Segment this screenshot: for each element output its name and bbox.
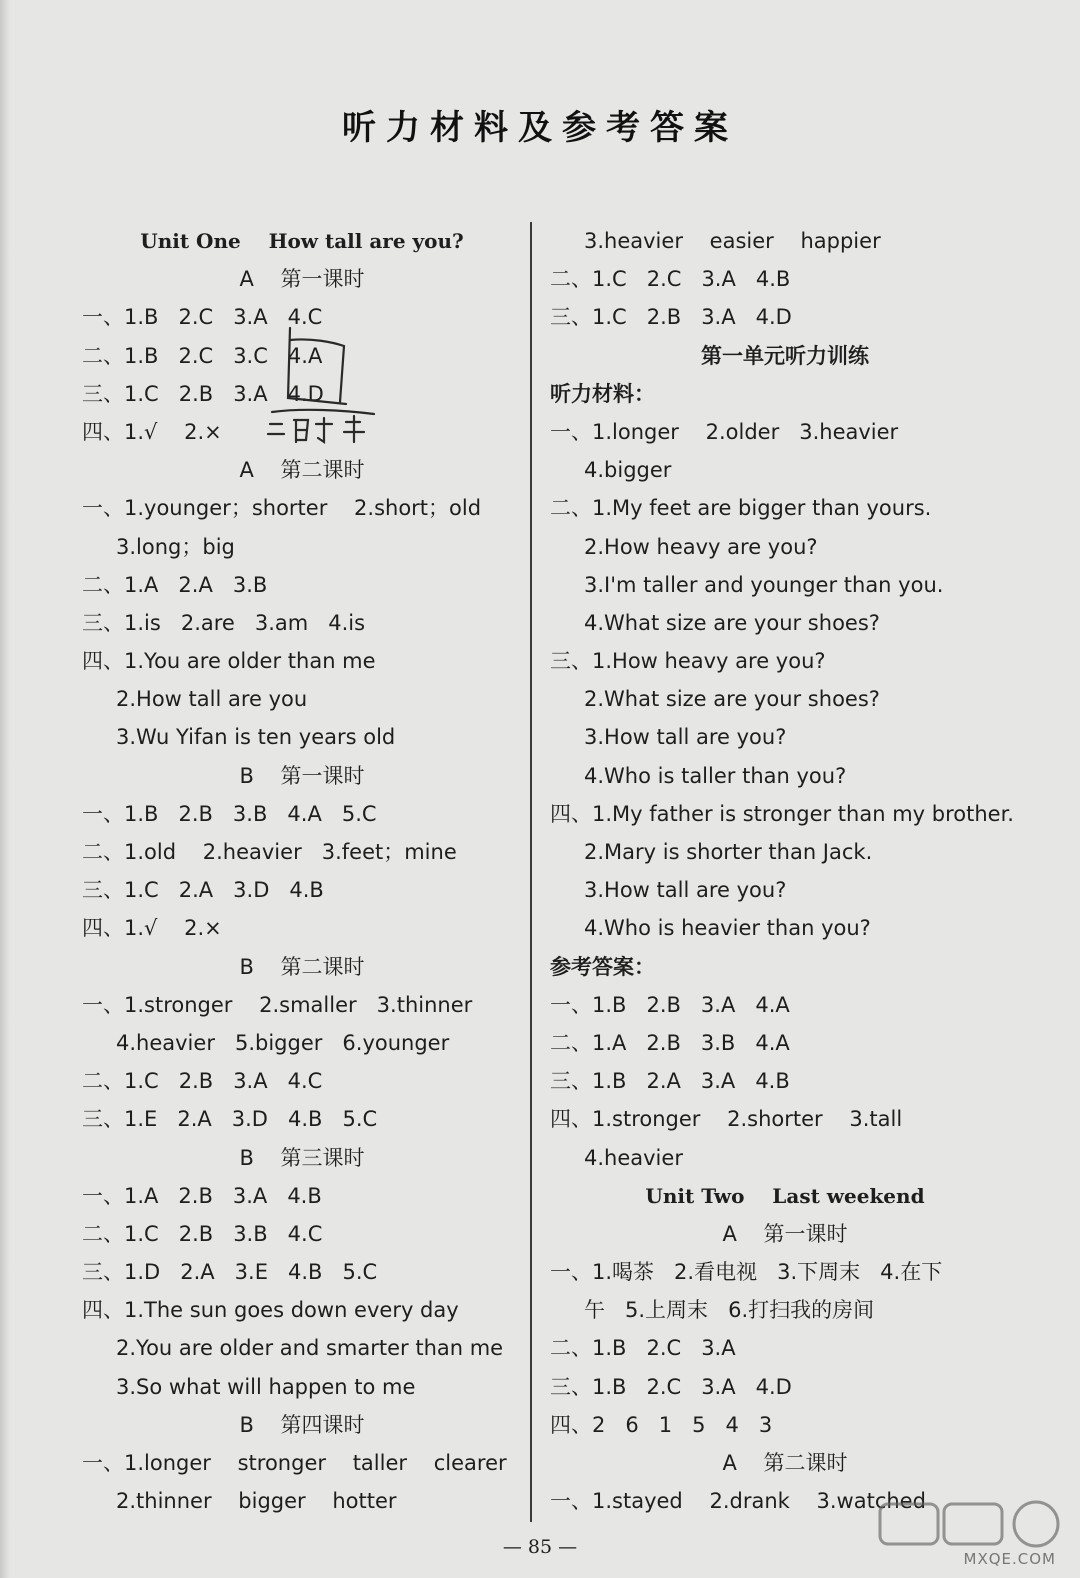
answer-line: 一、1.B 2.C 3.A 4.C — [82, 305, 323, 330]
answer-line: 四、2 6 1 5 4 3 — [550, 1412, 773, 1437]
answer-line: 2.What size are your shoes? — [584, 687, 880, 712]
right-column — [550, 222, 1020, 1520]
answer-line: 3.long；big — [116, 534, 235, 559]
answer-line: 四、1.You are older than me — [82, 649, 376, 674]
answer-line: 三、1.B 2.C 3.A 4.D — [550, 1374, 792, 1399]
answer-line: 一、1.B 2.B 3.A 4.A — [550, 992, 790, 1017]
answer-line: 4.What size are your shoes? — [584, 610, 880, 635]
answer-line: 2.thinner bigger hotter — [116, 1489, 397, 1514]
answer-line: 二、1.B 2.C 3.C 4.A — [82, 343, 323, 368]
answer-line: 三、1.C 2.B 3.A 4.D — [82, 381, 324, 406]
section-heading: B 第二课时 — [239, 954, 365, 979]
answer-line: 2.How heavy are you? — [584, 534, 818, 559]
answer-line: 一、1.喝茶 2.看电视 3.下周末 4.在下 — [550, 1260, 943, 1285]
answer-line: 4.heavier 5.bigger 6.younger — [116, 1030, 450, 1055]
answer-line: 午 5.上周末 6.打扫我的房间 — [584, 1298, 875, 1323]
answer-line: 三、1.is 2.are 3.am 4.is — [82, 610, 366, 635]
answer-line: 二、1.B 2.C 3.A — [550, 1336, 736, 1361]
watermark-text: MXQE.COM — [963, 1550, 1056, 1568]
answer-line: 二、1.C 2.B 3.A 4.C — [82, 1069, 323, 1094]
page-number: — 85 — — [502, 1536, 578, 1558]
answer-line: 3.How tall are you? — [584, 725, 787, 750]
answer-line: 一、1.stronger 2.smaller 3.thinner — [82, 992, 473, 1017]
section-heading: B 第四课时 — [239, 1412, 365, 1437]
answer-line: 二、1.A 2.B 3.B 4.A — [550, 1030, 790, 1055]
answer-line: 3.I'm taller and younger than you. — [584, 572, 944, 597]
answer-line: 3.So what will happen to me — [116, 1374, 416, 1399]
answer-line: 一、1.A 2.B 3.A 4.B — [82, 1183, 322, 1208]
answer-line: 三、1.C 2.B 3.A 4.D — [550, 305, 792, 330]
answer-line: 四、1.stronger 2.shorter 3.tall — [550, 1107, 903, 1132]
answer-line: 一、1.longer 2.older 3.heavier — [550, 419, 899, 444]
section-heading: A 第二课时 — [239, 458, 365, 483]
page-edge — [0, 0, 10, 1578]
answer-line: 4.bigger — [584, 458, 672, 483]
answer-line: 二、1.C 2.C 3.A 4.B — [550, 267, 791, 292]
answer-line: 二、1.My feet are bigger than yours. — [550, 496, 932, 521]
answer-line: 四、1.√ 2.× — [82, 916, 222, 941]
section-heading: 第一单元听力训练 — [701, 343, 869, 368]
handwritten-annotation — [262, 320, 392, 460]
answer-line: 一、1.younger；shorter 2.short；old — [82, 496, 482, 521]
section-heading: B 第三课时 — [239, 1145, 365, 1170]
answer-line: 一、1.stayed 2.drank 3.watched — [550, 1489, 926, 1514]
answer-line: 参考答案： — [550, 954, 655, 979]
unit-heading: Unit Two Last weekend — [645, 1183, 925, 1208]
answer-line: 3.How tall are you? — [584, 878, 787, 903]
answer-line: 一、1.longer stronger taller clearer — [82, 1451, 507, 1475]
answer-line: 三、1.How heavy are you? — [550, 649, 826, 674]
answer-line: 四、1.The sun goes down every day — [82, 1298, 459, 1323]
section-heading: A 第一课时 — [239, 267, 365, 292]
answer-line: 听力材料： — [550, 381, 655, 406]
answer-line: 二、1.C 2.B 3.B 4.C — [82, 1221, 323, 1246]
answer-line: 三、1.B 2.A 3.A 4.B — [550, 1069, 790, 1094]
answer-line: 2.How tall are you — [116, 687, 308, 712]
section-heading: B 第一课时 — [239, 763, 365, 788]
answer-line: 三、1.E 2.A 3.D 4.B 5.C — [82, 1107, 378, 1132]
answer-line: 4.Who is heavier than you? — [584, 916, 871, 941]
answer-line: 三、1.D 2.A 3.E 4.B 5.C — [82, 1260, 378, 1285]
answer-line: 4.Who is taller than you? — [584, 763, 847, 788]
answer-line: 2.You are older and smarter than me — [116, 1336, 504, 1361]
answer-line: 3.heavier easier happier — [584, 229, 881, 253]
answer-line: 四、1.√ 2.× — [82, 419, 222, 444]
answer-line: 二、1.old 2.heavier 3.feet；mine — [82, 840, 457, 864]
section-heading: A 第二课时 — [722, 1451, 848, 1475]
unit-heading: Unit One How tall are you? — [140, 229, 464, 253]
answer-line: 4.heavier — [584, 1145, 683, 1170]
page-title: 听力材料及参考答案 — [342, 108, 738, 148]
answer-line: 2.Mary is shorter than Jack. — [584, 840, 873, 864]
answer-line: 四、1.My father is stronger than my brother. — [550, 801, 1014, 826]
answer-line: 3.Wu Yifan is ten years old — [116, 725, 396, 750]
answer-line: 三、1.C 2.A 3.D 4.B — [82, 878, 324, 903]
answer-line: 二、1.A 2.A 3.B — [82, 572, 268, 597]
answer-line: 一、1.B 2.B 3.B 4.A 5.C — [82, 801, 377, 826]
section-heading: A 第一课时 — [722, 1221, 848, 1246]
column-divider — [530, 222, 532, 1522]
